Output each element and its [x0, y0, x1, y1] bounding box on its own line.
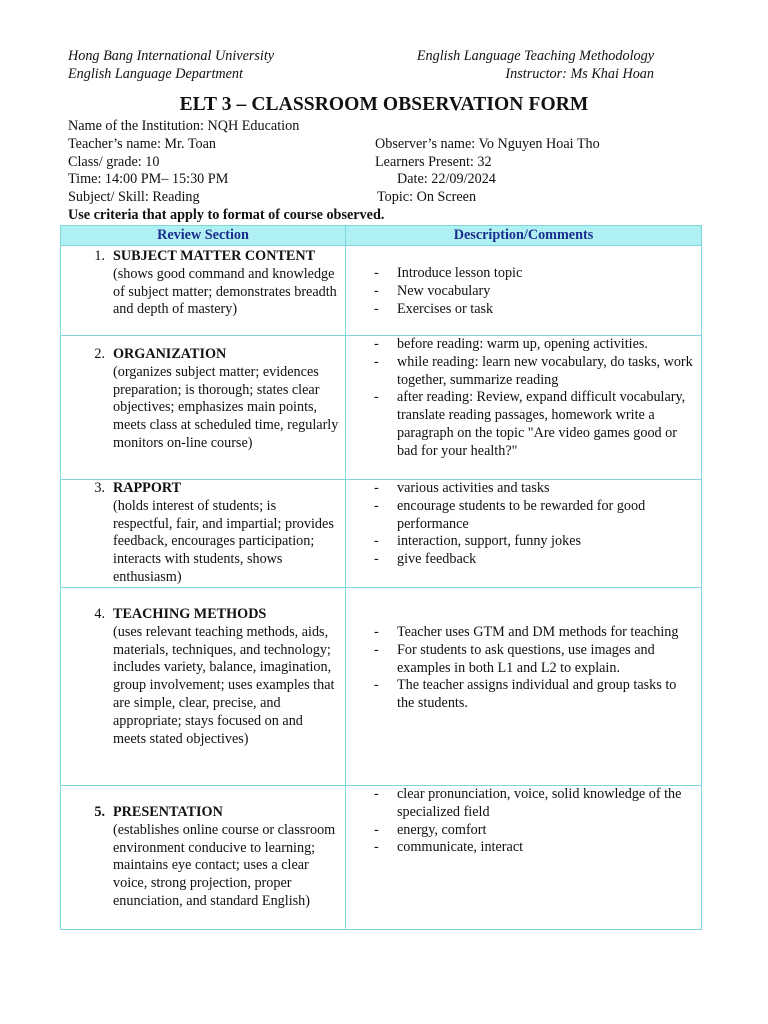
header-left [68, 47, 274, 83]
section-title: PRESENTATION [113, 804, 223, 820]
subject-field: Subject/ Skill: Reading [68, 189, 200, 206]
form-title: ELT 3 – CLASSROOM OBSERVATION FORM [179, 94, 589, 115]
section-title: SUBJECT MATTER CONTENT [113, 248, 316, 264]
comments-cell [346, 786, 702, 930]
review-cell [61, 588, 346, 786]
table-row [61, 336, 702, 480]
list-item: - Exercises or task [374, 300, 494, 317]
course-name: English Language Teaching Methodology [416, 48, 654, 64]
section-number: 3. [94, 480, 105, 496]
list-item: - after reading: Review, expand difficult vocabulary, translate reading passages, homework write a paragraph on the topic "Are video games good or bad for your health?" [374, 389, 686, 459]
list-item: - Introduce lesson topic [374, 265, 523, 281]
list-item: - while reading: learn new vocabulary, do tasks, work together, summarize reading [374, 353, 693, 388]
list-item: - interaction, support, funny jokes [374, 533, 582, 550]
info-block [68, 118, 708, 225]
list-item: - energy, comfort [374, 821, 487, 838]
list-item: - Teacher uses GTM and DM methods for teaching [374, 624, 679, 640]
review-cell [61, 786, 346, 930]
list-item: - clear pronunciation, voice, solid knowledge of the specialized field [374, 786, 682, 820]
topic-field: Topic: On Screen [377, 189, 477, 206]
list-item: - communicate, interact [374, 839, 524, 856]
comments-cell [346, 480, 702, 588]
list-item: - various activities and tasks [374, 480, 550, 496]
list-item: - before reading: warm up, opening activities. [374, 336, 648, 352]
section-title: ORGANIZATION [113, 346, 227, 362]
teacher-field: Teacher’s name: Mr. Toan [68, 135, 216, 152]
review-cell [61, 246, 346, 336]
comments-cell [346, 588, 702, 786]
table-row [61, 588, 702, 786]
table-row [61, 480, 702, 588]
section-description: (organizes subject matter; evidences preparation; is thorough; states clear objectives; emphasizes main points, meets class at scheduled time, regularly monitors on-line course) [113, 363, 339, 451]
list-item: - encourage students to be rewarded for good performance [374, 497, 646, 532]
observer-field: Observer’s name: Vo Nguyen Hoai Tho [375, 135, 600, 152]
header-review-section: Review Section [61, 226, 346, 246]
comments-cell [346, 336, 702, 480]
learners-field: Learners Present: 32 [375, 153, 492, 170]
section-description: (shows good command and knowledge of subject matter; demonstrates breadth and depth of mastery) [113, 265, 337, 318]
section-number: 1. [94, 248, 105, 264]
header-right [417, 47, 654, 83]
section-title: TEACHING METHODS [113, 606, 267, 622]
list-item: - The teacher assigns individual and group tasks to the students. [374, 677, 677, 712]
review-cell [61, 336, 346, 480]
table-header-row [61, 226, 702, 246]
institution-field: Name of the Institution: NQH Education [68, 118, 300, 134]
date-field: Date: 22/09/2024 [397, 171, 496, 188]
instructor-name: Instructor: Ms Khai Hoan [505, 66, 654, 82]
comments-cell [346, 246, 702, 336]
section-title: RAPPORT [113, 480, 182, 496]
section-number: 5. [94, 804, 105, 820]
review-cell [61, 480, 346, 588]
table-row [61, 786, 702, 930]
section-number: 2. [94, 346, 105, 362]
observation-table [60, 225, 702, 930]
class-field: Class/ grade: 10 [68, 153, 160, 170]
section-description: (establishes online course or classroom environment conducive to learning; maintains eye contact; uses a clear voice, strong projection, proper enunciation, and standard English) [113, 821, 336, 909]
section-description: (holds interest of students; is respectful, fair, and impartial; provides feedback, encourages participation; interacts with students, shows enthusiasm) [113, 497, 334, 585]
time-field: Time: 14:00 PM– 15:30 PM [68, 171, 229, 188]
instruction-text: Use criteria that apply to format of course observed. [68, 206, 385, 223]
department-name: English Language Department [68, 66, 243, 82]
list-item: - New vocabulary [374, 282, 491, 299]
university-name: Hong Bang International University [68, 48, 275, 64]
section-description: (uses relevant teaching methods, aids, materials, techniques, and technology; includes variety, balance, imagination, group involvement; uses examples that are simple, clear, precise, and appropriate; stays focused on and meets stated objectives) [113, 623, 335, 747]
table-row [61, 246, 702, 336]
list-item: - For students to ask questions, use images and examples in both L1 and L2 to explain. [374, 641, 655, 676]
section-number: 4. [94, 606, 105, 622]
list-item: - give feedback [374, 551, 477, 568]
header-description-comments: Description/Comments [346, 226, 702, 246]
